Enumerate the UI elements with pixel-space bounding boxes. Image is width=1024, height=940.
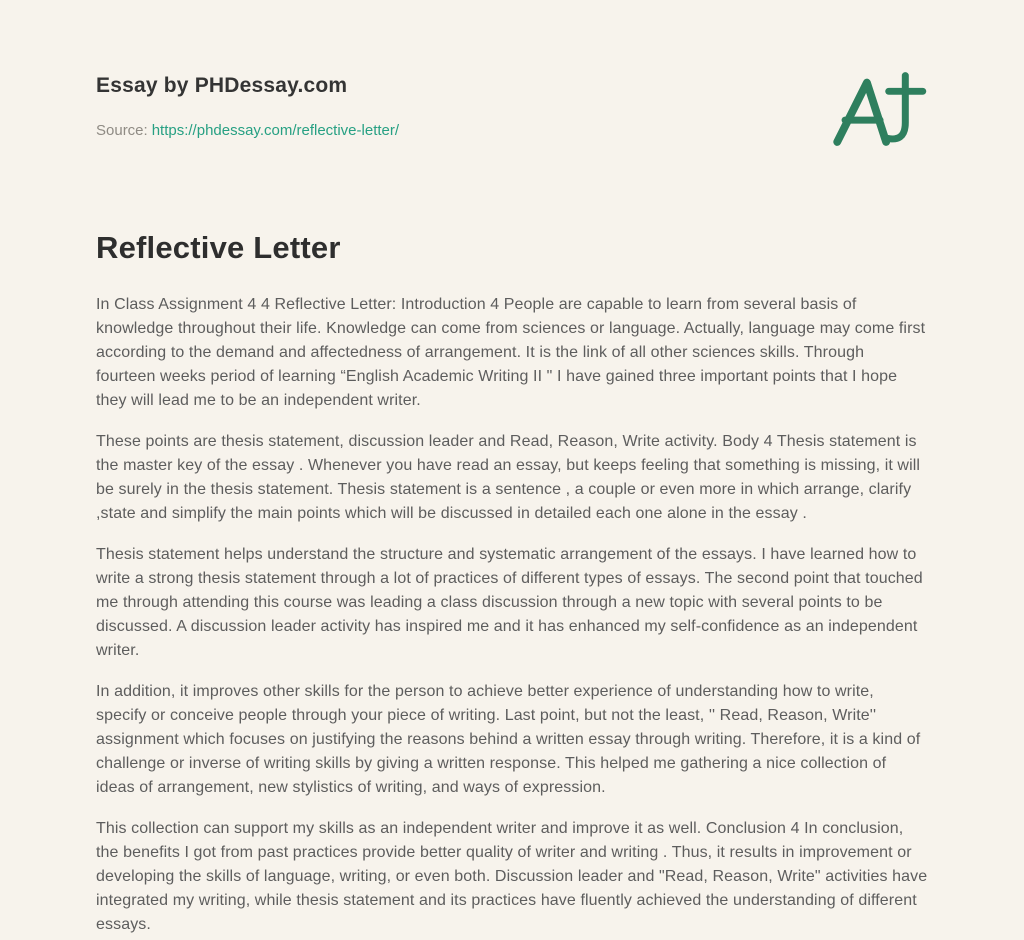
source-link[interactable]: https://phdessay.com/reflective-letter/ [151, 122, 400, 139]
source-label: Source: [96, 122, 148, 139]
page-header [96, 74, 928, 160]
essay-title: Reflective Letter [96, 230, 341, 265]
essay-paragraph: Thesis statement helps understand the structure and systematic arrangement of the essays. I have learned how to write a strong thesis statement through a lot of practices of different types of essays. The second point that touched me through attending this course was leading a class discussion through a new topic with several points to be discussed. A discussion leader activity has inspired me and it has enhanced my self-confidence as an independent writer. [96, 546, 923, 659]
source-line [96, 122, 399, 139]
essay-paragraph: In Class Assignment 4 4 Reflective Letter: Introduction 4 People are capable to learn from several basis of knowledge throughout their life. Knowledge can come from sciences or language. Actually, language may come first according to the demand and affectedness of arrangement. It is the link of all other sciences skills. Through fourteen weeks period of learning “English Academic Writing II " I have gained three important points that I hope they will lead me to be an independent writer. [96, 296, 926, 409]
site-byline: Essay by PHDessay.com [96, 74, 348, 97]
essay-paragraph: These points are thesis statement, discussion leader and Read, Reason, Write activity. Body 4 Thesis statement is the master key of the essay . Whenever you have read an essay, but keeps feeling that something is missing, it will be surely in the thesis statement. Thesis statement is a sentence , a couple or even more in which arrange, clarify ,state and simplify the main points which will be discussed in detailed each one alone in the essay . [96, 433, 921, 522]
phdessay-a-plus-logo-icon [832, 68, 928, 160]
essay-body [96, 293, 928, 937]
essay-paragraph: In addition, it improves other skills for the person to achieve better experience of understanding how to write, specify or conceive people through your piece of writing. Last point, but not the least, '' Read, Reason, Write'' assignment which focuses on justifying the reasons behind a written essay through writing. Therefore, it is a kind of challenge or inverse of writing skills by giving a written response. This helped me gathering a nice collection of ideas of arrangement, new stylistics of writing, and ways of expression. [96, 683, 921, 796]
essay-paragraph: This collection can support my skills as an independent writer and improve it as well. Conclusion 4 In conclusion, the benefits I got from past practices provide better quality of writer and writing . Thus, it results in improvement or developing the skills of language, writing, or even both. Discussion leader and "Read, Reason, Write" activities have integrated my writing, while thesis statement and its practices have fluently achieved the understanding of different essays. [96, 820, 928, 933]
header-text-block [96, 74, 399, 139]
